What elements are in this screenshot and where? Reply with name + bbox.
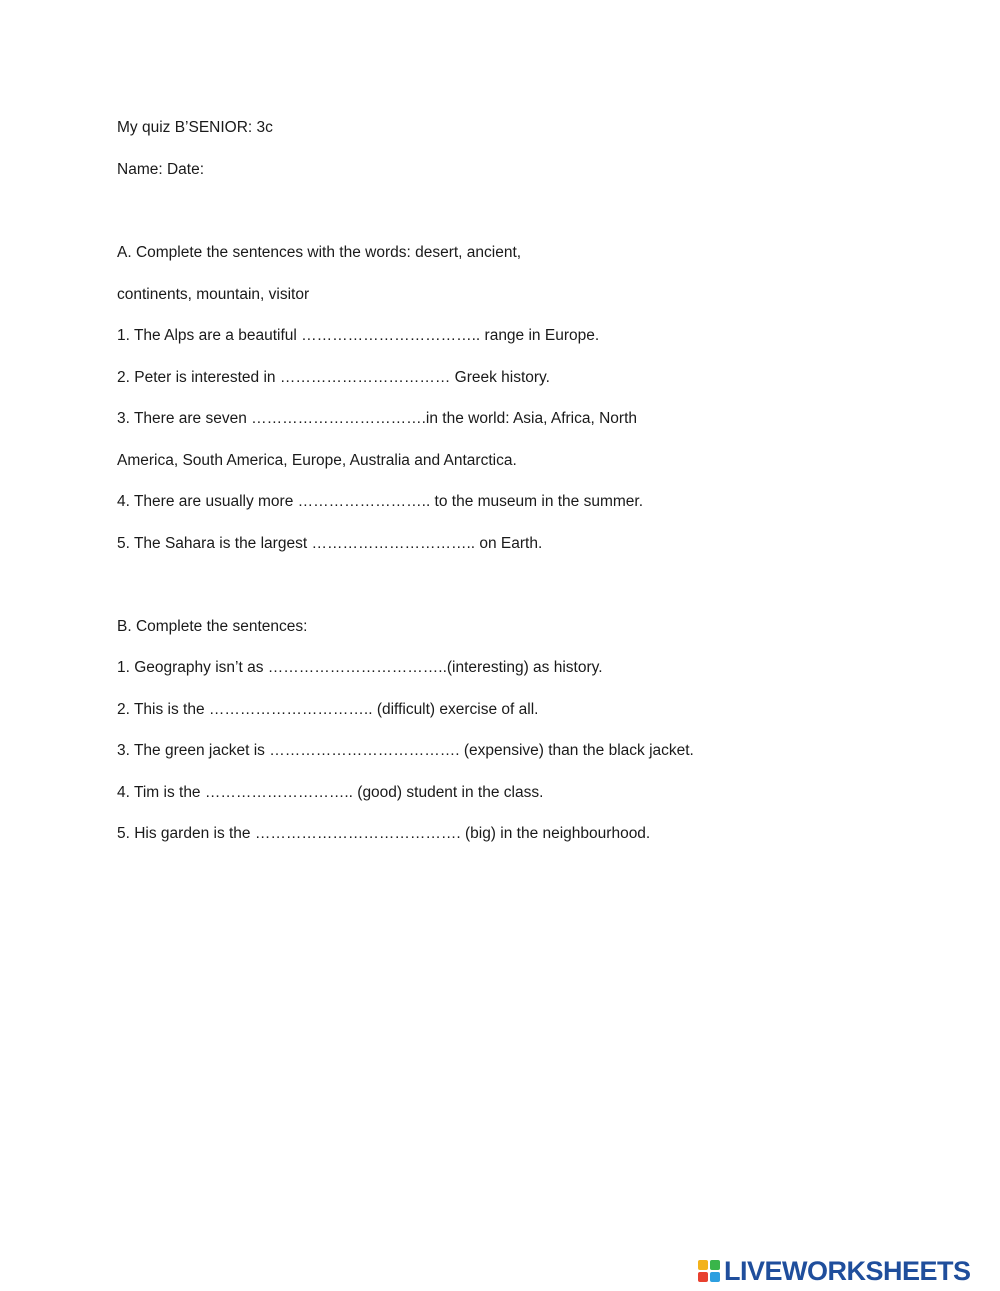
section-a-item: 1. The Alps are a beautiful …………………………….. range in Europe. (117, 327, 600, 344)
logo-blocks-icon (698, 1260, 720, 1282)
logo-block (710, 1260, 720, 1270)
section-a-item: 4. There are usually more …………………….. to the museum in the summer. (117, 493, 644, 510)
name-date-line: Name: Date: (117, 161, 205, 178)
section-b-heading: B. Complete the sentences: (117, 618, 308, 635)
section-b-item: 1. Geography isn’t as ……………………………..(interesting) as history. (117, 659, 603, 676)
logo-block (698, 1260, 708, 1270)
logo-text: LIVEWORKSHEETS (724, 1256, 971, 1286)
section-a-item-continued: America, South America, Europe, Australia and Antarctica. (117, 452, 517, 469)
section-a-item: 3. There are seven …………………………….in the world: Asia, Africa, North (117, 410, 637, 427)
section-b-item: 5. His garden is the …………………………………. (big) in the neighbourhood. (117, 825, 651, 842)
logo-block (698, 1272, 708, 1282)
quiz-title: My quiz B’SENIOR: 3c (117, 119, 273, 136)
section-a-heading: A. Complete the sentences with the words: desert, ancient, (117, 244, 522, 261)
section-b-item: 4. Tim is the ……………………….. (good) student in the class. (117, 784, 544, 801)
section-b-item: 2. This is the ………………………….. (difficult) exercise of all. (117, 701, 539, 718)
section-a-word-list: continents, mountain, visitor (117, 286, 310, 303)
section-a-item: 2. Peter is interested in …………………………… Greek history. (117, 369, 550, 386)
liveworksheets-logo (698, 1257, 971, 1285)
section-a-item: 5. The Sahara is the largest ………………………….. on Earth. (117, 535, 543, 552)
logo-block (710, 1272, 720, 1282)
section-b-item: 3. The green jacket is ………………………………. (expensive) than the black jacket. (117, 742, 694, 759)
